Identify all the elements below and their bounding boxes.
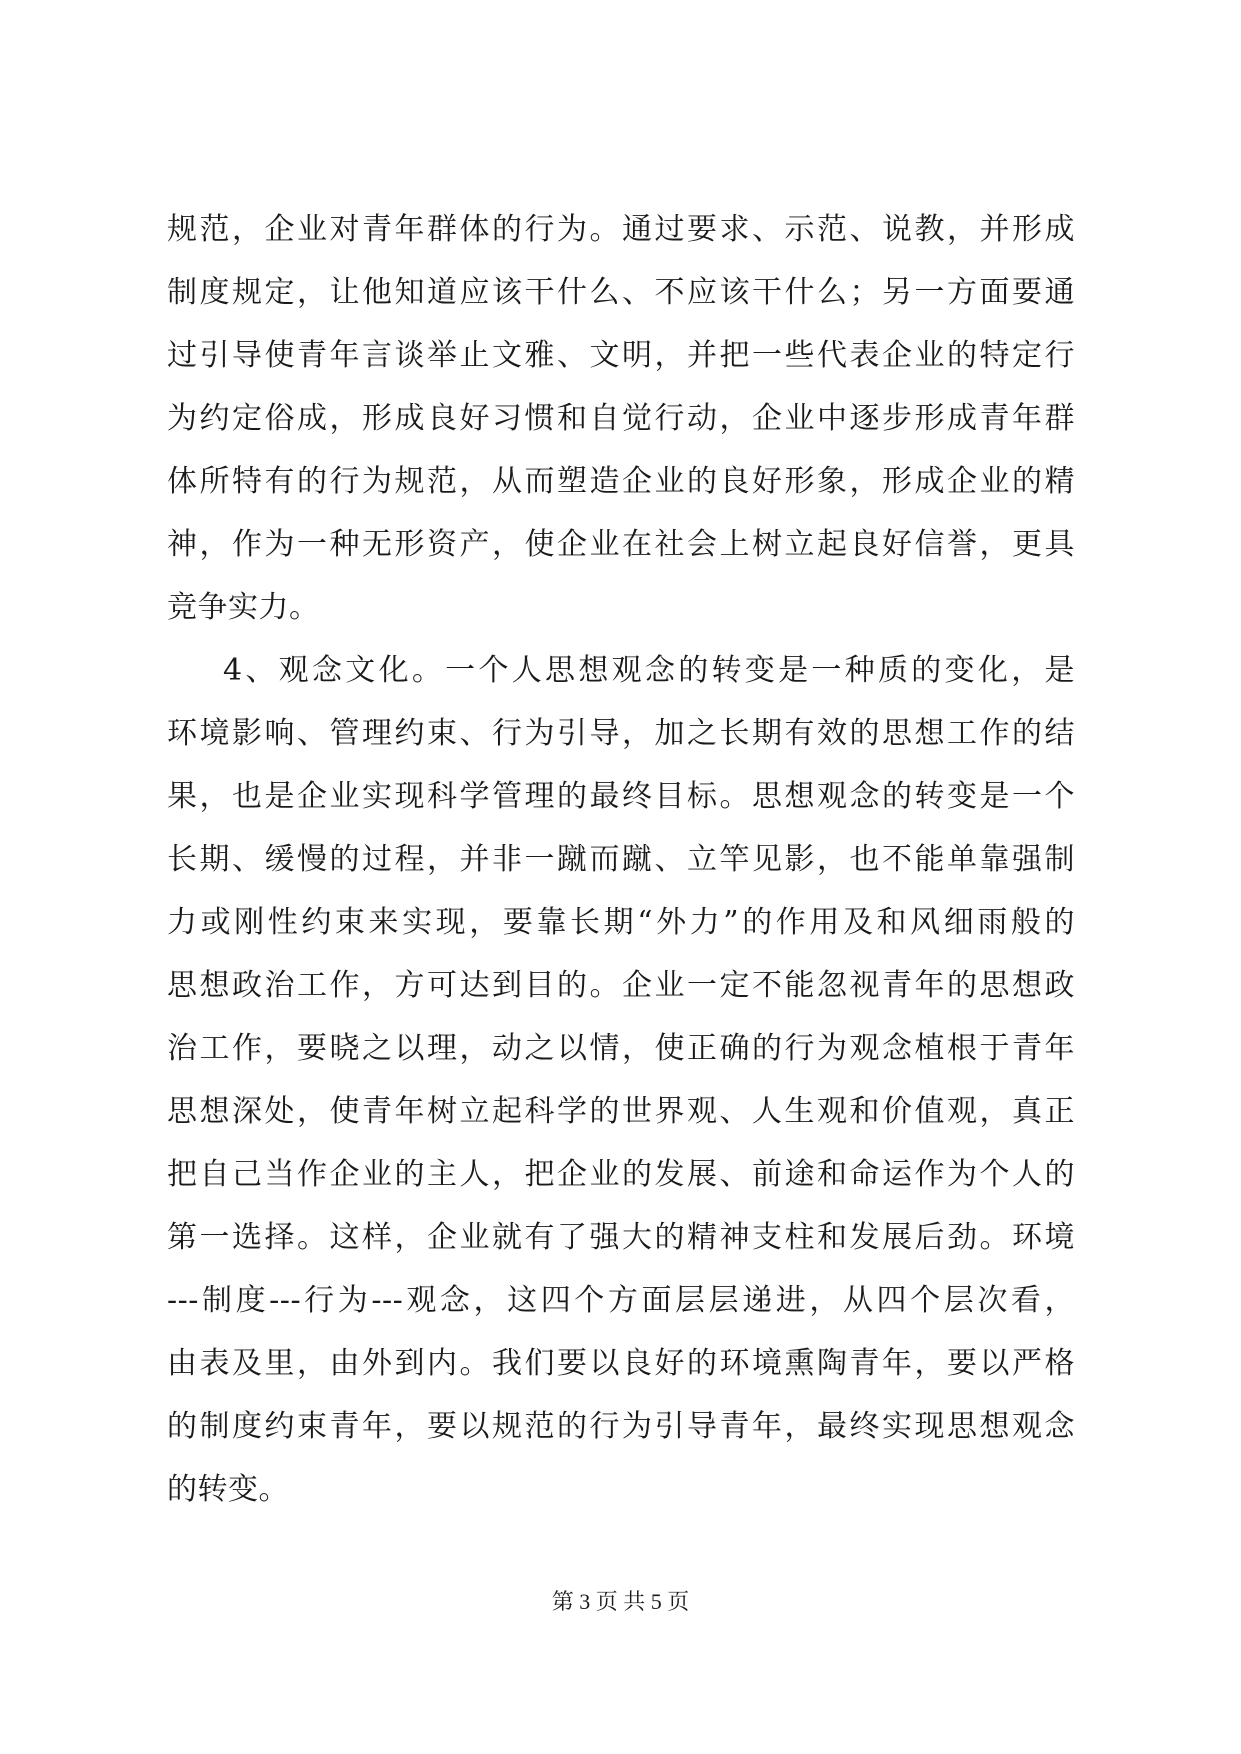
page-number-footer: 第 3 页 共 5 页 xyxy=(551,1589,690,1614)
text-line: 规范，企业对青年群体的行为。通过要求、示范、说教，并形成 xyxy=(167,212,1075,247)
text-line: 长期、缓慢的过程，并非一蹴而蹴、立竿见影，也不能单靠强制 xyxy=(167,842,1075,877)
text-line: 治工作，要晓之以理，动之以情，使正确的行为观念植根于青年 xyxy=(167,1031,1075,1066)
text-line: ---制度---行为---观念，这四个方面层层递进，从四个层次看， xyxy=(167,1283,1075,1318)
text-line: 力或刚性约束来实现，要靠长期“外力”的作用及和风细雨般的 xyxy=(167,905,1075,940)
text-line: 环境影响、管理约束、行为引导，加之长期有效的思想工作的结 xyxy=(167,716,1075,751)
text-line: 过引导使青年言谈举止文雅、文明，并把一些代表企业的特定行 xyxy=(167,338,1075,373)
text-line: 的制度约束青年，要以规范的行为引导青年，最终实现思想观念 xyxy=(167,1409,1075,1444)
text-line: 体所特有的行为规范，从而塑造企业的良好形象，形成企业的精 xyxy=(167,464,1075,499)
text-line: 思想深处，使青年树立起科学的世界观、人生观和价值观，真正 xyxy=(167,1094,1075,1129)
text-line: 制度规定，让他知道应该干什么、不应该干什么；另一方面要通 xyxy=(167,275,1075,310)
text-line: 神，作为一种无形资产，使企业在社会上树立起良好信誉，更具 xyxy=(167,527,1075,562)
text-line: 竞争实力。 xyxy=(167,590,320,625)
text-line: 由表及里，由外到内。我们要以良好的环境熏陶青年，要以严格 xyxy=(167,1346,1075,1381)
text-line: 果，也是企业实现科学管理的最终目标。思想观念的转变是一个 xyxy=(167,779,1075,814)
body-text xyxy=(167,198,1075,1521)
text-line: 的转变。 xyxy=(167,1472,289,1507)
text-line: 思想政治工作，方可达到目的。企业一定不能忽视青年的思想政 xyxy=(167,968,1075,1003)
text-line: 4、观念文化。一个人思想观念的转变是一种质的变化，是 xyxy=(223,653,1075,688)
text-line: 为约定俗成，形成良好习惯和自觉行动，企业中逐步形成青年群 xyxy=(167,401,1075,436)
text-line: 把自己当作企业的主人，把企业的发展、前途和命运作为个人的 xyxy=(167,1157,1075,1192)
text-line: 第一选择。这样，企业就有了强大的精神支柱和发展后劲。环境 xyxy=(167,1220,1075,1255)
